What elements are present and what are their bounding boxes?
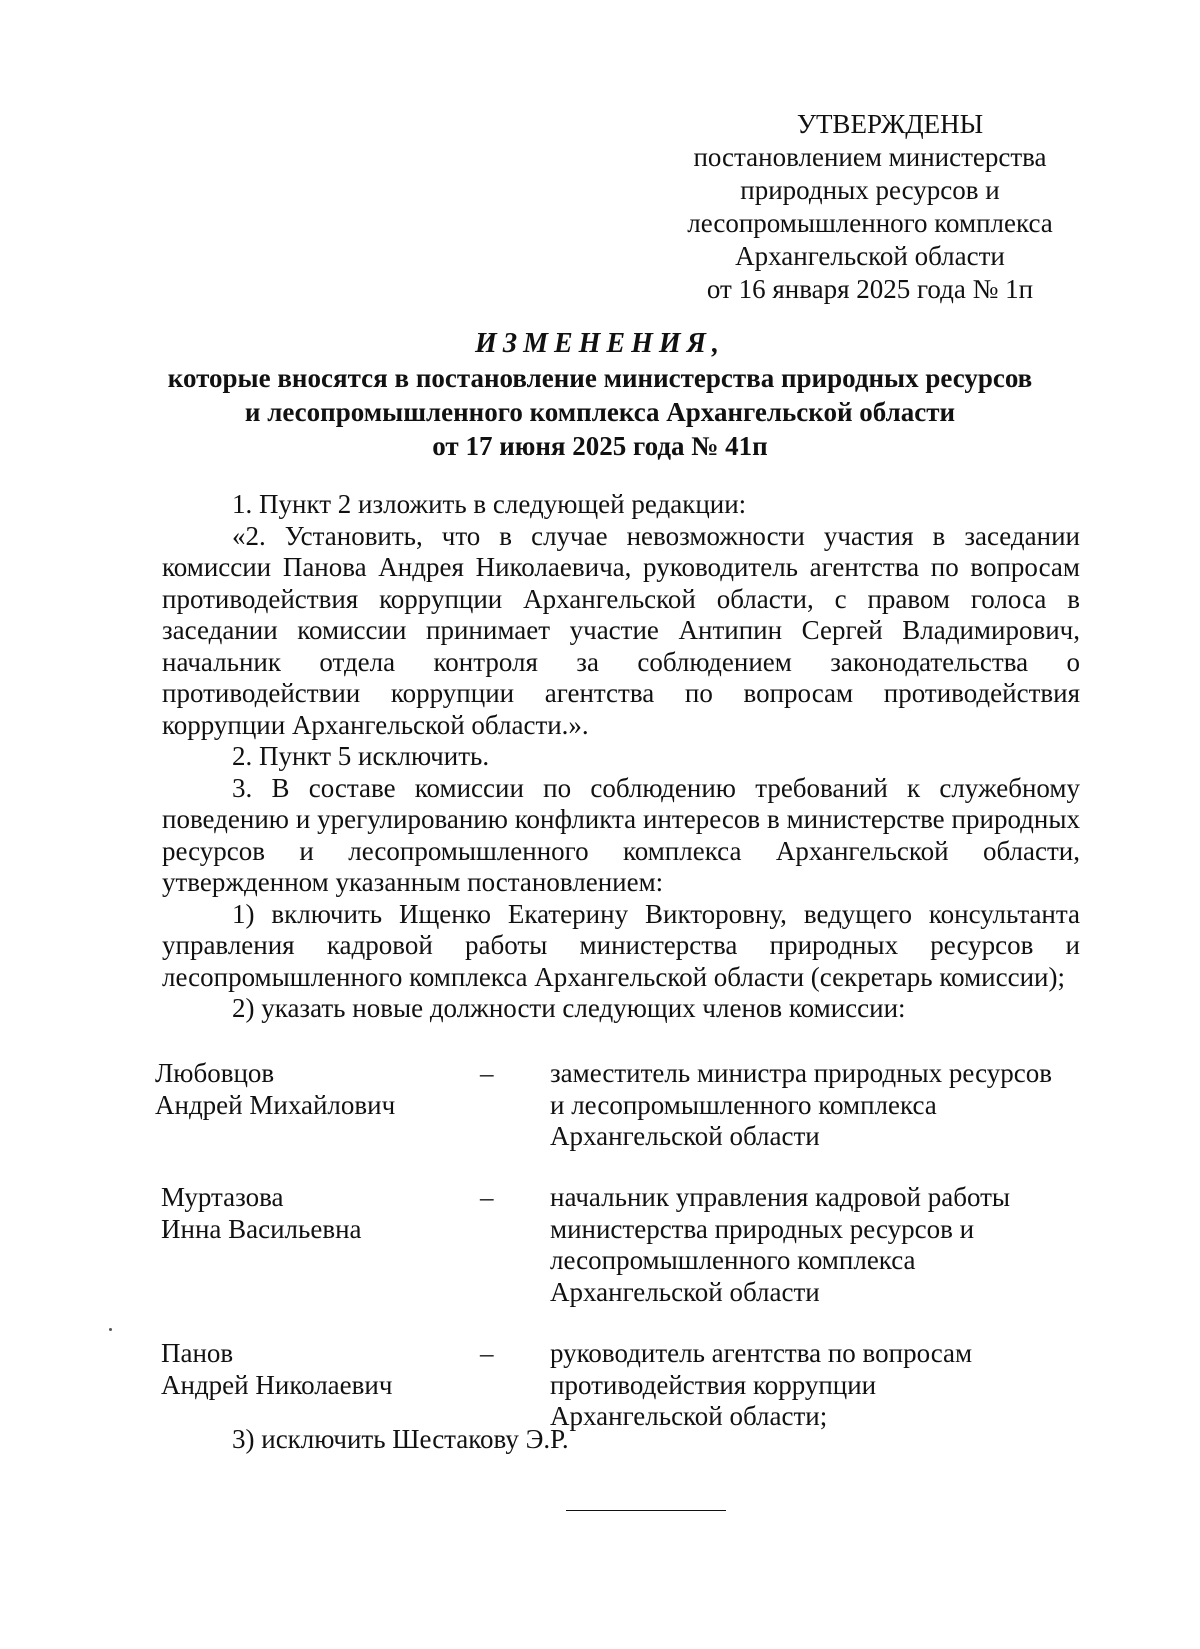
member-given-names: Андрей Николаевич <box>161 1369 393 1400</box>
member-position-line: Архангельской области; <box>550 1401 828 1431</box>
approval-line-5: от 16 января 2025 года № 1п <box>706 274 1034 304</box>
member-position-line: противодействия коррупции <box>550 1369 877 1400</box>
member-entry <box>155 1058 1075 1153</box>
paragraph-1: 1. Пункт 2 изложить в следующей редакции: <box>232 489 747 519</box>
end-divider <box>566 1510 726 1511</box>
member-position <box>550 1182 1081 1308</box>
member-surname: Панов <box>161 1338 234 1368</box>
member-position <box>550 1338 1081 1433</box>
member-surname: Любовцов <box>155 1058 275 1088</box>
approved-heading: УТВЕРЖДЕНЫ <box>796 109 984 139</box>
approval-line-4: Архангельской области <box>735 241 1005 271</box>
member-position <box>550 1058 1075 1153</box>
paragraph-exclude: 3) исключить Шестакову Э.Р. <box>232 1424 569 1454</box>
member-position-line: начальник управления кадровой работы <box>550 1182 1011 1212</box>
scan-speck <box>109 1328 112 1331</box>
title-main: ИЗМЕНЕНИЯ, <box>475 328 725 359</box>
title-line-1: которые вносятся в постановление министерства природных ресурсов <box>167 363 1033 393</box>
approval-line-2: природных ресурсов и <box>740 175 1000 205</box>
member-entry <box>161 1182 1081 1308</box>
member-position-line: Архангельской области <box>550 1121 820 1151</box>
member-position-line: министерства природных ресурсов и <box>550 1213 975 1244</box>
member-entry <box>161 1338 1081 1433</box>
paragraph-6: 2) указать новые должности следующих членов комиссии: <box>232 993 906 1023</box>
member-name <box>161 1182 480 1245</box>
member-position-line: и лесопромышленного комплекса <box>550 1089 937 1120</box>
member-given-names: Инна Васильевна <box>161 1213 362 1244</box>
paragraph-2: «2. Установить, что в случае невозможности участия в заседании комиссии Панова Андрея Николаевича, руководитель агентства по вопросам противодействия коррупции Архангельской области, с правом голоса в заседании комиссии принимает участие Антипин Сергей Владимирович, начальник отдела контроля за соблюдением законодательства о противодействии коррупции агентства по вопросам противодействия коррупции Архангельской области.». <box>162 520 1080 740</box>
member-position-line: Архангельской области <box>550 1276 820 1307</box>
paragraph-4: 3. В составе комиссии по соблюдению требований к служебному поведению и урегулированию конфликта интересов в министерстве природных ресурсов и лесопромышленного комплекса Архангельской области, утвержденном указанным постановлением: <box>162 772 1080 897</box>
member-dash: – <box>480 1338 494 1368</box>
member-name <box>155 1058 480 1121</box>
document-title <box>120 327 1080 463</box>
member-name <box>161 1338 480 1401</box>
member-position-line: лесопромышленного комплекса <box>550 1245 916 1275</box>
approval-line-1: постановлением министерства <box>693 142 1047 172</box>
member-position-line: руководитель агентства по вопросам <box>550 1338 973 1368</box>
member-dash: – <box>480 1058 494 1088</box>
title-line-3: от 17 июня 2025 года № 41п <box>432 431 768 461</box>
member-position-line: заместитель министра природных ресурсов <box>550 1058 1052 1088</box>
paragraph-3: 2. Пункт 5 исключить. <box>232 741 490 771</box>
document-body <box>162 489 1080 1025</box>
approval-stamp <box>650 108 1090 306</box>
paragraph-5: 1) включить Ищенко Екатерину Викторовну, ведущего консультанта управления кадровой работы министерства природных ресурсов и лесопромышленного комплекса Архангельской области (секретарь комиссии); <box>162 898 1080 992</box>
approval-line-3: лесопромышленного комплекса <box>687 208 1053 238</box>
member-given-names: Андрей Михайлович <box>155 1089 396 1120</box>
member-dash: – <box>480 1182 494 1212</box>
title-line-2: и лесопромышленного комплекса Архангельской области <box>244 397 956 427</box>
member-surname: Муртазова <box>161 1182 284 1212</box>
